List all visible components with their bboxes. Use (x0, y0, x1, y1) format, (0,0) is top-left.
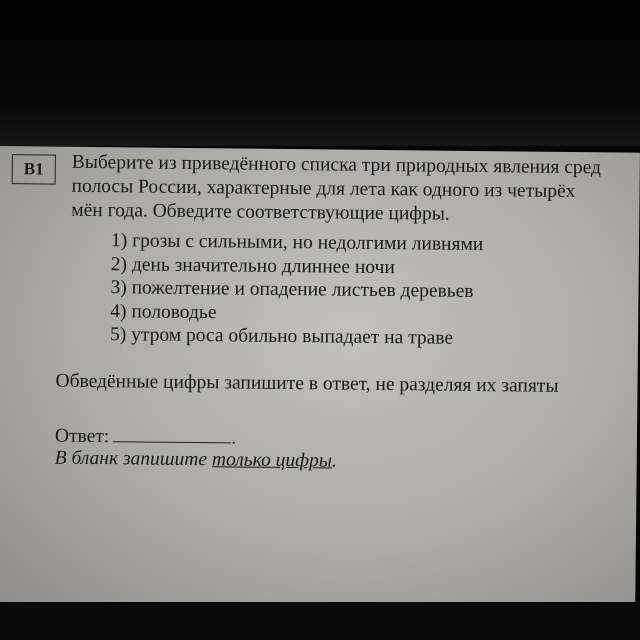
task-line-3: мён года. Обведите соответствующие цифры. (71, 199, 450, 225)
task-code-box: B1 (12, 154, 56, 184)
answer-end: . (231, 427, 237, 449)
task-line-1: Выберите из приведённого списка три природных явления сред (71, 151, 602, 179)
exam-sheet (0, 146, 640, 611)
option-2: 2) день значительно длиннее ночи (110, 253, 395, 278)
option-3: 3) пожелтение и опадение листьев деревьев (110, 277, 474, 302)
dark-background-bottom (0, 602, 640, 640)
note-underlined: только цифры (211, 449, 333, 472)
task-statement (71, 151, 640, 229)
answer-blank (113, 423, 231, 443)
note-prefix: В бланк запишите (54, 447, 213, 471)
option-1: 1) грозы с сильными, но недолгими ливнями (110, 230, 484, 256)
option-4: 4) половодье (110, 300, 217, 323)
form-note (55, 448, 337, 473)
answer-label: Ответ: (54, 425, 110, 448)
task-line-2: полосы России, характерные для лета как одного из четырёх (71, 175, 576, 203)
answer-line (55, 423, 236, 450)
note-suffix: . (331, 450, 337, 472)
answer-instruction: Обведённые цифры запишите в ответ, не разделяя их запяты (55, 370, 559, 397)
option-5: 5) утром роса обильно выпадает на траве (109, 324, 454, 349)
dark-background-top (0, 0, 640, 146)
options-list (110, 229, 483, 350)
